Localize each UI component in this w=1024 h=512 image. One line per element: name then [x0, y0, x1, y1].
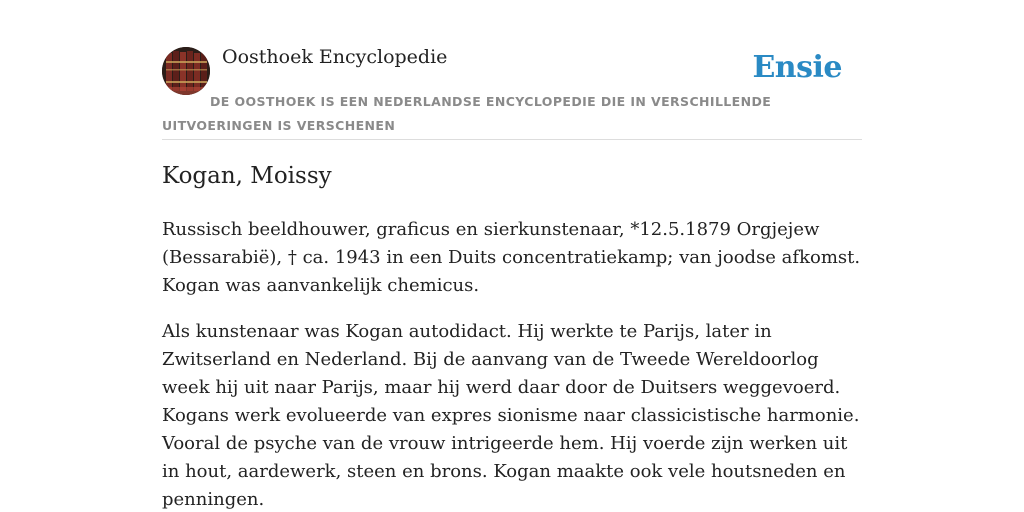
- page-container: [162, 0, 862, 510]
- brand-logo-link[interactable]: Ensie: [752, 50, 842, 85]
- site-header: [162, 0, 862, 140]
- article-body: [162, 216, 866, 512]
- book-spines-logo-icon[interactable]: [162, 47, 210, 95]
- site-title[interactable]: Oosthoek Encyclopedie: [222, 46, 448, 68]
- article-paragraph: Russisch beeldhouwer, graficus en sierkunstenaar, *12.5.1879 Orgjejew (Bessarabië), † ca. 1943 in een Duits concentratiekamp; van joodse afkomst. Kogan was aanvankelijk chemicus.: [162, 219, 861, 296]
- site-tagline: DE OOSTHOEK IS EEN NEDERLANDSE ENCYCLOPEDIE DIE IN VERSCHILLENDE UITVOERINGEN IS VERSCHENEN: [162, 94, 772, 133]
- article-paragraph: Als kunstenaar was Kogan autodidact. Hij werkte te Parijs, later in Zwitserland en Nederland. Bij de aanvang van de Tweede Wereldoorlog week hij uit naar Parijs, maar hij werd daar door de Duitsers weggevoerd. Kogans werk evolueerde van expres sionisme naar classicistische harmonie. Vooral de psyche van de vrouw intrigeerde hem. Hij voerde zijn werken uit in hout, aardewerk, steen en brons. Kogan maakte ook vele houtsneden en penningen.: [162, 321, 860, 510]
- article-title: Kogan, Moissy: [162, 163, 332, 189]
